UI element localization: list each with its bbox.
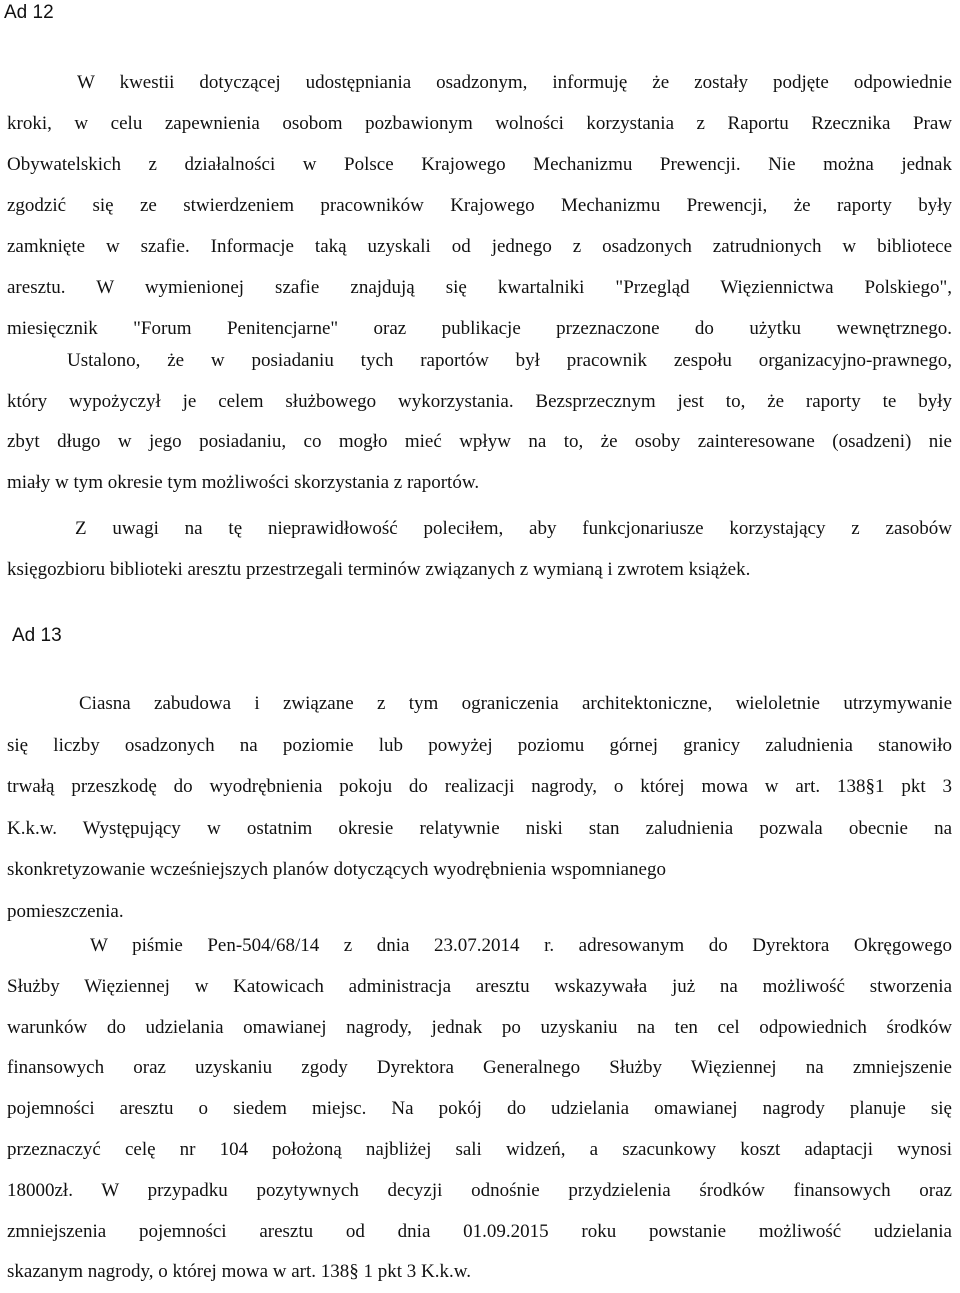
- text-line: trwałą przeszkodę do wyodrębnienia pokoju do realizacji nagrody, o której mowa w art. 138§1 pkt 3: [7, 776, 952, 797]
- text-line: księgozbioru biblioteki aresztu przestrzegali terminów związanych z wymianą i zwrotem książek.: [7, 559, 751, 580]
- paragraph-raporty-access: [7, 62, 952, 349]
- paragraph-library-order: [7, 508, 952, 590]
- text-line: zmniejszenia pojemności aresztu od dnia 01.09.2015 roku powstanie możliwość udzielania: [7, 1220, 952, 1242]
- section-heading-ad-12: Ad 12: [4, 2, 54, 23]
- paragraph-visit-room-constraints: [7, 683, 952, 932]
- text-line: zamknięte w szafie. Informacje taką uzyskali od jednego z osadzonych zatrudnionych w bibliotece: [7, 236, 952, 257]
- text-line: aresztu. W wymienionej szafie znajdują się kwartalniki "Przegląd Więziennictwa Polskiego",: [7, 277, 952, 298]
- text-line: skonkretyzowanie wcześniejszych planów dotyczących wyodrębnienia wspomnianego: [7, 859, 666, 880]
- section-heading-ad-13: Ad 13: [12, 625, 62, 646]
- text-line: 18000zł. W przypadku pozytywnych decyzji odnośnie przydzielenia środków finansowych oraz: [7, 1179, 952, 1201]
- text-line: finansowych oraz uzyskaniu zgody Dyrektora Generalnego Służby Więziennej na zmniejszenie: [7, 1057, 952, 1079]
- text-line: warunków do udzielania omawianej nagrody, jednak po uzyskaniu na ten cel odpowiednich środków: [7, 1016, 952, 1038]
- text-line: K.k.w. Występujący w ostatnim okresie relatywnie niski stan zaludnienia pozwala obecnie na: [7, 817, 952, 839]
- text-line: pomieszczenia.: [7, 900, 124, 922]
- text-line: skazanym nagrody, o której mowa w art. 138§ 1 pkt 3 K.k.w.: [7, 1261, 471, 1283]
- text-line: Służby Więziennej w Katowicach administracja aresztu wskazywała już na możliwość stworzenia: [7, 975, 952, 997]
- text-line: kroki, w celu zapewnienia osobom pozbawionym wolności korzystania z Raportu Rzecznika Praw: [7, 113, 952, 134]
- text-line: Ustalono, że w posiadaniu tych raportów był pracownik zespołu organizacyjno-prawnego,: [67, 350, 952, 371]
- text-line: Ciasna zabudowa i związane z tym ograniczenia architektoniczne, wieloletnie utrzymywanie: [79, 693, 952, 714]
- text-line: miesięcznik "Forum Penitencjarne" oraz publikacje przeznaczone do użytku wewnętrznego.: [7, 318, 952, 339]
- paragraph-raporty-findings: [7, 341, 952, 503]
- text-line: Obywatelskich z działalności w Polsce Krajowego Mechanizmu Prewencji. Nie można jednak: [7, 154, 952, 175]
- text-line: miały w tym okresie tym możliwości skorzystania z raportów.: [7, 471, 480, 493]
- paragraph-visit-room-plan: [7, 926, 952, 1293]
- text-line: Z uwagi na tę nieprawidłowość poleciłem, aby funkcjonariusze korzystający z zasobów: [75, 518, 952, 539]
- text-line: W piśmie Pen-504/68/14 z dnia 23.07.2014 r. adresowanym do Dyrektora Okręgowego: [90, 935, 952, 956]
- text-line: przeznaczyć celę nr 104 położoną najbliżej sali widzeń, a szacunkowy koszt adaptacji wynosi: [7, 1138, 952, 1160]
- text-line: się liczby osadzonych na poziomie lub powyżej poziomu górnej granicy zaludnienia stanowiło: [7, 734, 952, 756]
- text-line: pojemności aresztu o siedem miejsc. Na pokój do udzielania omawianej nagrody planuje się: [7, 1098, 952, 1120]
- text-line: który wypożyczył je celem służbowego wykorzystania. Bezsprzecznym jest to, że raporty te były: [7, 390, 952, 412]
- text-line: zgodzić się ze stwierdzeniem pracowników Krajowego Mechanizmu Prewencji, że raporty były: [7, 195, 952, 216]
- text-line: zbyt długo w jego posiadaniu, co mogło mieć wpływ na to, że osoby zainteresowane (osadzeni) nie: [7, 431, 952, 452]
- text-line: W kwestii dotyczącej udostępniania osadzonym, informuję że zostały podjęte odpowiednie: [77, 72, 952, 93]
